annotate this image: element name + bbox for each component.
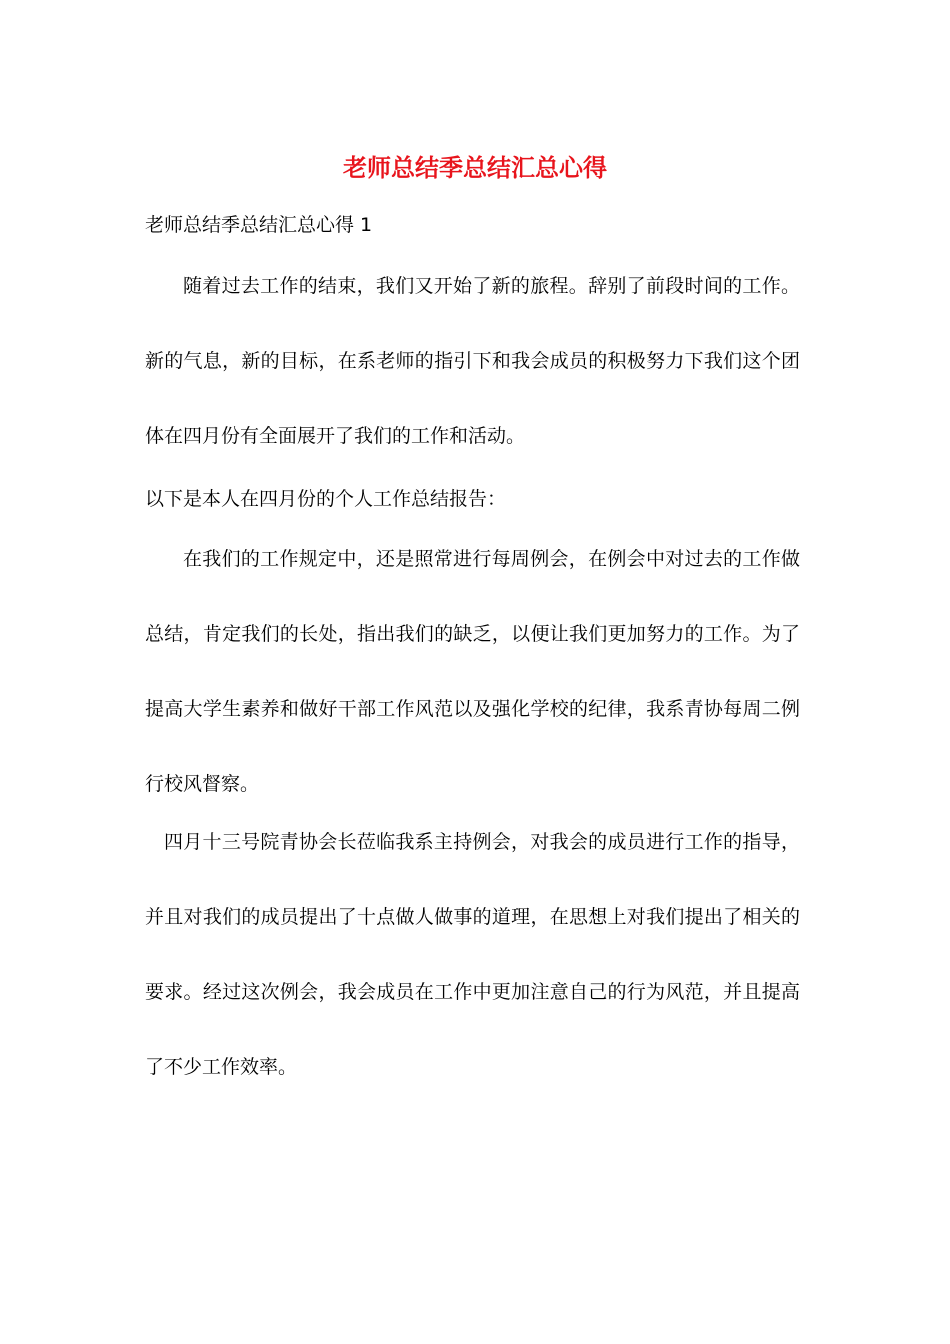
paragraph-2: 以下是本人在四月份的个人工作总结报告： (145, 488, 507, 510)
paragraph-1: 随着过去工作的结束，我们又开始了新的旅程。辞别了前段时间的工作。新的气息，新的目标，在系老师的指引下和我会成员的积极努力下我们这个团体在四月份有全面展开了我们的工作和活动。 (145, 275, 800, 447)
document-title: 老师总结季总结汇总心得 (343, 153, 607, 182)
section-heading: 老师总结季总结汇总心得 1 (145, 214, 373, 236)
paragraph-3: 在我们的工作规定中，还是照常进行每周例会，在例会中对过去的工作做总结，肯定我们的长处，指出我们的缺乏，以便让我们更加努力的工作。为了提高大学生素养和做好干部工作风范以及强化学校的纪律，我系青协每周二例行校风督察。 (145, 548, 800, 795)
paragraph-4: 四月十三号院青协会长莅临我系主持例会，对我会的成员进行工作的指导，并且对我们的成员提出了十点做人做事的道理，在思想上对我们提出了相关的要求。经过这次例会，我会成员在工作中更加注意自己的行为风范，并且提高了不少工作效率。 (145, 831, 800, 1078)
